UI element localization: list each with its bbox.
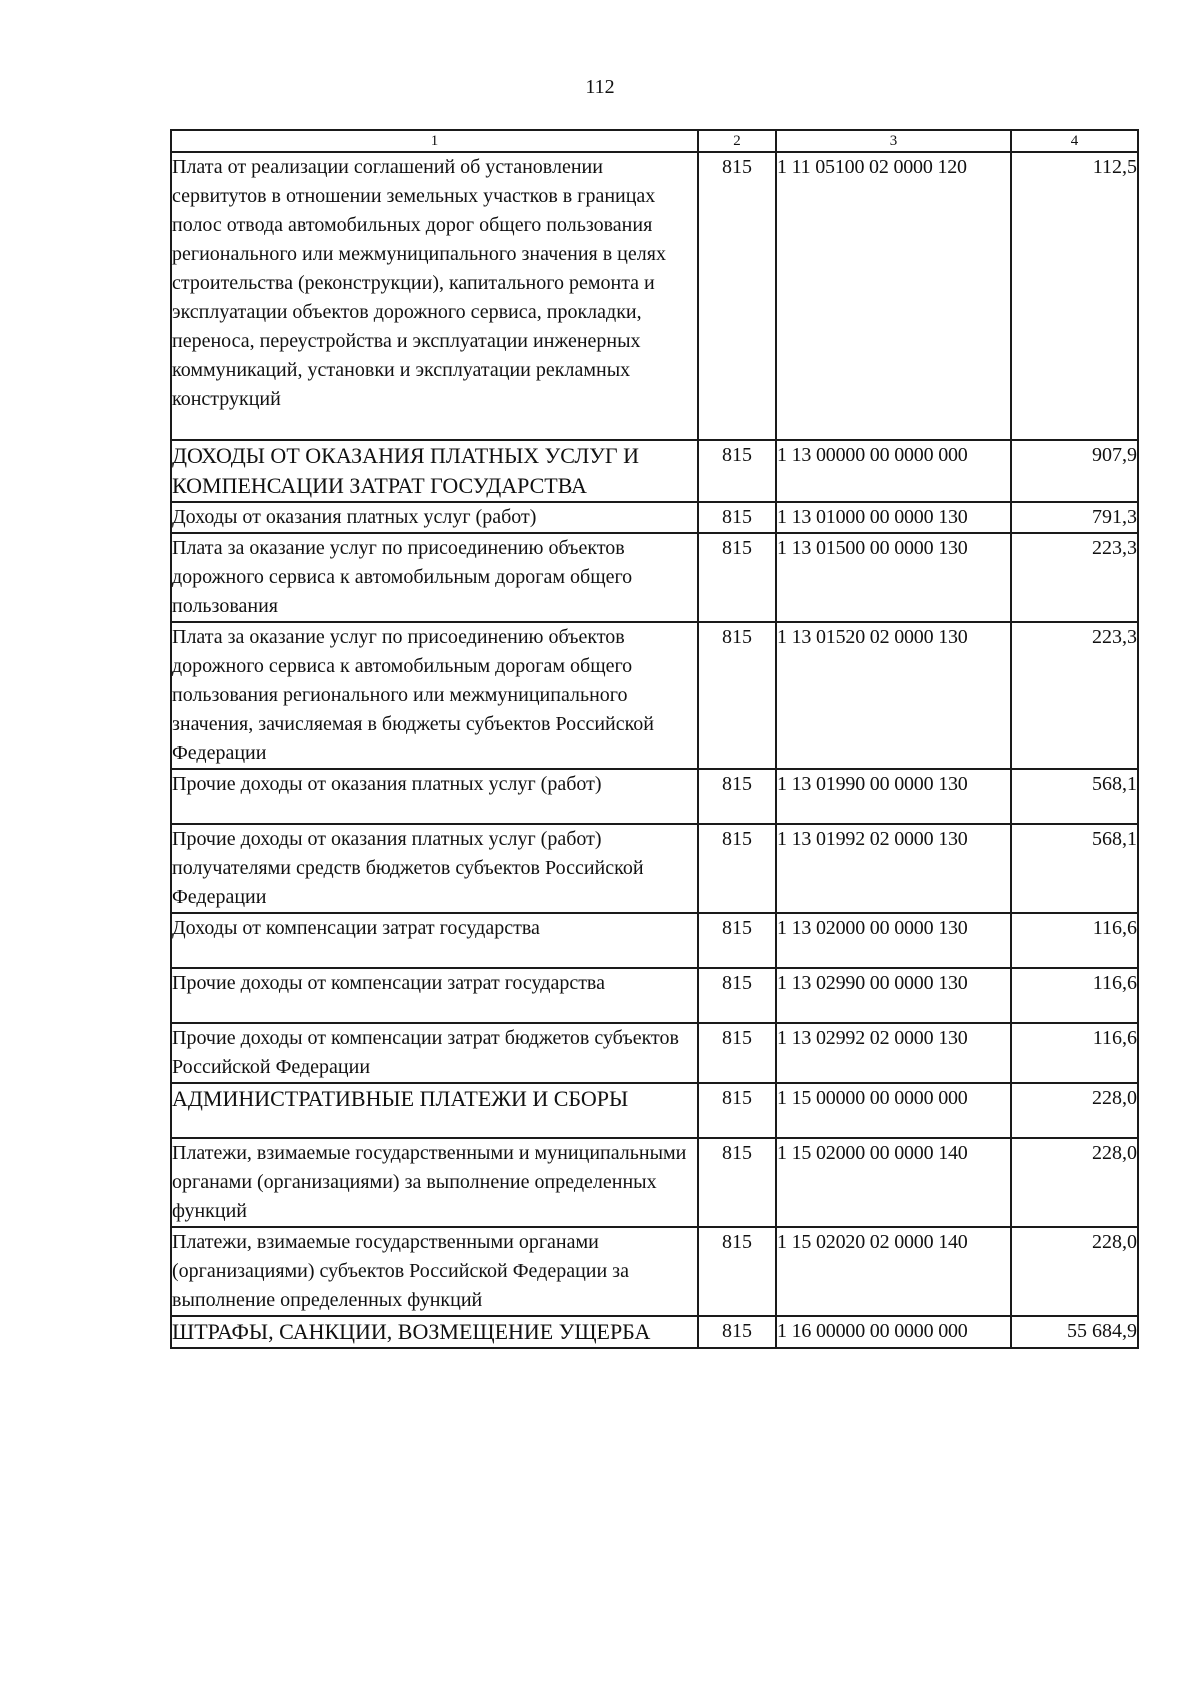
row-name: Прочие доходы от компенсации затрат бюджетов субъектов Российской Федерации <box>171 1023 698 1083</box>
row-admin-code: 815 <box>698 1316 776 1348</box>
table-row <box>171 622 1138 769</box>
row-name: Доходы от оказания платных услуг (работ) <box>171 502 698 533</box>
table-row <box>171 1227 1138 1316</box>
row-admin-code: 815 <box>698 824 776 913</box>
row-admin-code: 815 <box>698 1227 776 1316</box>
table-row <box>171 502 1138 533</box>
table-row <box>171 1083 1138 1138</box>
row-admin-code: 815 <box>698 440 776 502</box>
revenue-table <box>170 129 1139 1349</box>
header-col-3: 3 <box>776 130 1011 152</box>
row-amount: 228,0 <box>1011 1083 1138 1138</box>
header-col-4: 4 <box>1011 130 1138 152</box>
row-admin-code: 815 <box>698 622 776 769</box>
row-name: Плата от реализации соглашений об установлении сервитутов в отношении земельных участков в границах полос отвода автомобильных дорог общего пользования регионального или межмуниципального значения в целях строительства (реконструкции), капитального ремонта и эксплуатации объектов дорожного сервиса, прокладки, переноса, переустройства и эксплуатации инженерных коммуникаций, установки и эксплуатации рекламных конструкций <box>171 152 698 440</box>
row-budget-code: 1 13 02992 02 0000 130 <box>776 1023 1011 1083</box>
table-row <box>171 1316 1138 1348</box>
row-name: Плата за оказание услуг по присоединению объектов дорожного сервиса к автомобильным дорогам общего пользования регионального или межмуниципального значения, зачисляемая в бюджеты субъектов Российской Федерации <box>171 622 698 769</box>
row-amount: 907,9 <box>1011 440 1138 502</box>
row-admin-code: 815 <box>698 533 776 622</box>
row-name: Платежи, взимаемые государственными и муниципальными органами (организациями) за выполнение определенных функций <box>171 1138 698 1227</box>
page-number: 112 <box>585 76 615 98</box>
row-amount: 228,0 <box>1011 1138 1138 1227</box>
row-name: Прочие доходы от компенсации затрат государства <box>171 968 698 1023</box>
table-row <box>171 1138 1138 1227</box>
row-amount: 228,0 <box>1011 1227 1138 1316</box>
table-row <box>171 533 1138 622</box>
row-admin-code: 815 <box>698 1083 776 1138</box>
row-budget-code: 1 13 01500 00 0000 130 <box>776 533 1011 622</box>
row-amount: 112,5 <box>1011 152 1138 440</box>
row-admin-code: 815 <box>698 1023 776 1083</box>
row-name: Прочие доходы от оказания платных услуг (работ) получателями средств бюджетов субъектов Российской Федерации <box>171 824 698 913</box>
row-budget-code: 1 13 01520 02 0000 130 <box>776 622 1011 769</box>
row-name: АДМИНИСТРАТИВНЫЕ ПЛАТЕЖИ И СБОРЫ <box>171 1083 698 1138</box>
row-name: Платежи, взимаемые государственными органами (организациями) субъектов Российской Федерации за выполнение определенных функций <box>171 1227 698 1316</box>
row-budget-code: 1 13 02000 00 0000 130 <box>776 913 1011 968</box>
row-amount: 223,3 <box>1011 533 1138 622</box>
row-admin-code: 815 <box>698 769 776 824</box>
row-budget-code: 1 11 05100 02 0000 120 <box>776 152 1011 440</box>
table-row <box>171 968 1138 1023</box>
row-amount: 568,1 <box>1011 769 1138 824</box>
row-name: Прочие доходы от оказания платных услуг (работ) <box>171 769 698 824</box>
row-amount: 116,6 <box>1011 968 1138 1023</box>
table-row <box>171 152 1138 440</box>
row-budget-code: 1 15 00000 00 0000 000 <box>776 1083 1011 1138</box>
row-name: ШТРАФЫ, САНКЦИИ, ВОЗМЕЩЕНИЕ УЩЕРБА <box>171 1316 698 1348</box>
row-budget-code: 1 15 02000 00 0000 140 <box>776 1138 1011 1227</box>
row-amount: 223,3 <box>1011 622 1138 769</box>
table-row <box>171 440 1138 502</box>
row-budget-code: 1 13 01990 00 0000 130 <box>776 769 1011 824</box>
header-col-2: 2 <box>698 130 776 152</box>
row-name: Доходы от компенсации затрат государства <box>171 913 698 968</box>
row-admin-code: 815 <box>698 968 776 1023</box>
table-row <box>171 1023 1138 1083</box>
table-header-row <box>171 130 1138 152</box>
row-admin-code: 815 <box>698 502 776 533</box>
row-budget-code: 1 13 00000 00 0000 000 <box>776 440 1011 502</box>
row-admin-code: 815 <box>698 152 776 440</box>
row-amount: 55 684,9 <box>1011 1316 1138 1348</box>
table-row <box>171 824 1138 913</box>
row-admin-code: 815 <box>698 1138 776 1227</box>
row-budget-code: 1 15 02020 02 0000 140 <box>776 1227 1011 1316</box>
row-amount: 116,6 <box>1011 913 1138 968</box>
table-row <box>171 913 1138 968</box>
row-budget-code: 1 13 01992 02 0000 130 <box>776 824 1011 913</box>
row-budget-code: 1 16 00000 00 0000 000 <box>776 1316 1011 1348</box>
row-admin-code: 815 <box>698 913 776 968</box>
row-amount: 568,1 <box>1011 824 1138 913</box>
row-amount: 791,3 <box>1011 502 1138 533</box>
row-name: ДОХОДЫ ОТ ОКАЗАНИЯ ПЛАТНЫХ УСЛУГ И КОМПЕНСАЦИИ ЗАТРАТ ГОСУДАРСТВА <box>171 440 698 502</box>
row-budget-code: 1 13 02990 00 0000 130 <box>776 968 1011 1023</box>
header-col-1: 1 <box>171 130 698 152</box>
row-name: Плата за оказание услуг по присоединению объектов дорожного сервиса к автомобильным дорогам общего пользования <box>171 533 698 622</box>
row-budget-code: 1 13 01000 00 0000 130 <box>776 502 1011 533</box>
row-amount: 116,6 <box>1011 1023 1138 1083</box>
table-row <box>171 769 1138 824</box>
